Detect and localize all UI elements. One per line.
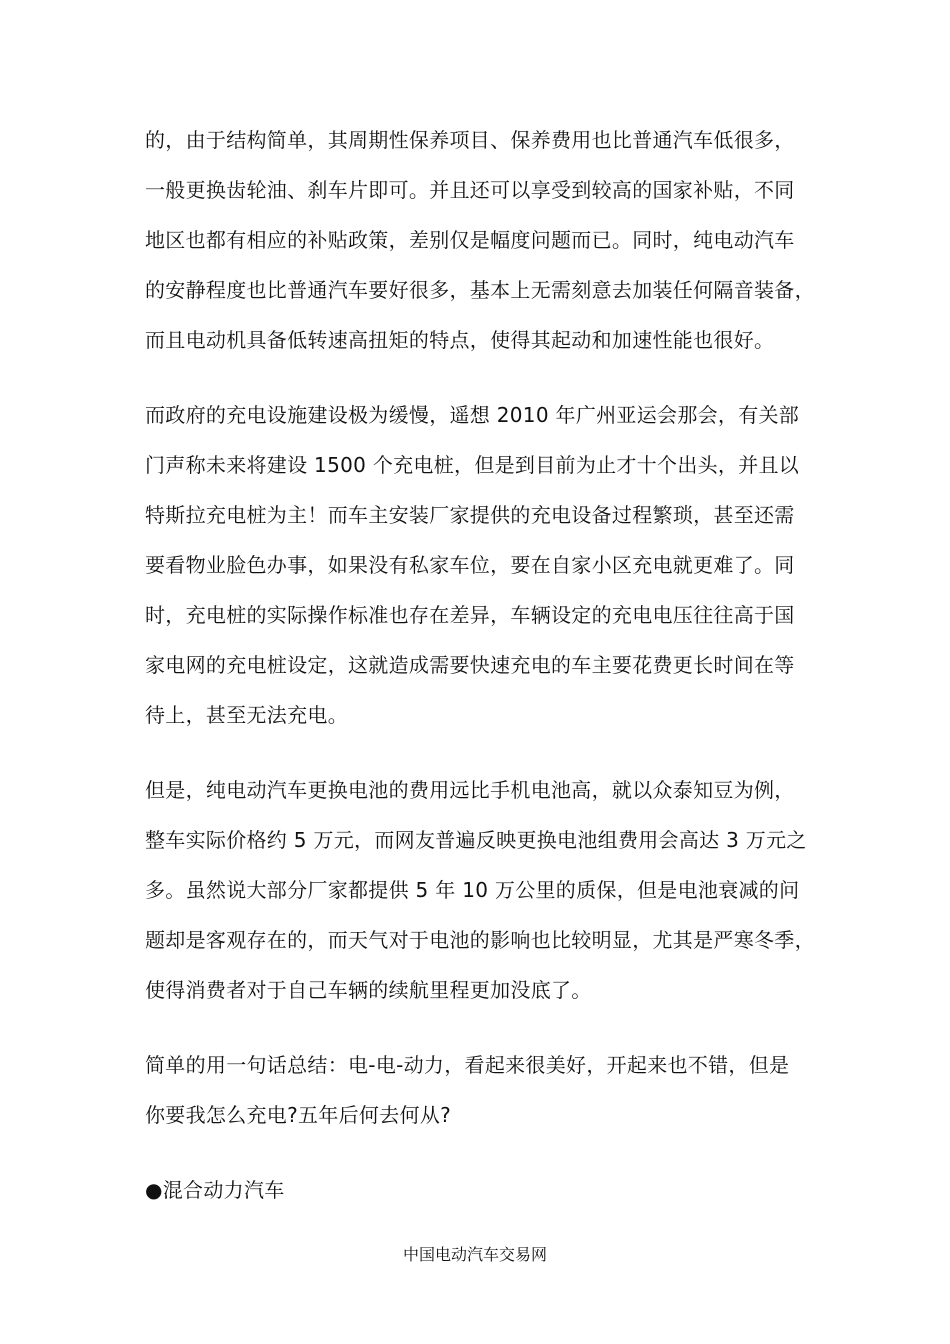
text-line: 多。虽然说大部分厂家都提供 5 年 10 万公里的质保，但是电池衰减的问	[145, 878, 800, 902]
text-line: 一般更换齿轮油、刹车片即可。并且还可以享受到较高的国家补贴，不同	[145, 178, 795, 202]
paragraph-maintenance	[145, 115, 825, 365]
text-line: 简单的用一句话总结：电-电-动力，看起来很美好，开起来也不错，但是	[145, 1053, 790, 1077]
text-line: 题却是客观存在的，而天气对于电池的影响也比较明显，尤其是严寒冬季，	[145, 928, 815, 952]
document-body	[145, 115, 825, 1215]
text-line: 而且电动机具备低转速高扭矩的特点，使得其起动和加速性能也很好。	[145, 328, 775, 352]
text-line: 使得消费者对于自己车辆的续航里程更加没底了。	[145, 978, 592, 1002]
text-line: 时，充电桩的实际操作标准也存在差异，车辆设定的充电电压往往高于国	[145, 603, 795, 627]
paragraph-gap	[145, 1140, 825, 1165]
text-line: 而政府的充电设施建设极为缓慢，遥想 2010 年广州亚运会那会，有关部	[145, 403, 800, 427]
section-heading: ●混合动力汽车	[145, 1178, 285, 1202]
section-heading-hybrid	[145, 1165, 825, 1215]
text-line: 要看物业脸色办事，如果没有私家车位，要在自家小区充电就更难了。同	[145, 553, 795, 577]
paragraph-battery-cost	[145, 765, 825, 1015]
paragraph-summary	[145, 1040, 825, 1140]
page-footer: 中国电动汽车交易网	[402, 1245, 547, 1264]
text-line: 的，由于结构简单，其周期性保养项目、保养费用也比普通汽车低很多，	[145, 128, 795, 152]
paragraph-gap	[145, 1015, 825, 1040]
paragraph-gap	[145, 740, 825, 765]
text-line: 的安静程度也比普通汽车要好很多，基本上无需刻意去加装任何隔音装备，	[145, 278, 815, 302]
text-line: 整车实际价格约 5 万元，而网友普遍反映更换电池组费用会高达 3 万元之	[145, 828, 807, 852]
text-line: 地区也都有相应的补贴政策，差别仅是幅度问题而已。同时，纯电动汽车	[145, 228, 795, 252]
text-line: 你要我怎么充电?五年后何去何从?	[145, 1103, 452, 1127]
text-line: 但是，纯电动汽车更换电池的费用远比手机电池高，就以众泰知豆为例，	[145, 778, 795, 802]
paragraph-gap	[145, 365, 825, 390]
paragraph-charging-infrastructure	[145, 390, 825, 740]
text-line: 待上，甚至无法充电。	[145, 703, 348, 727]
text-line: 特斯拉充电桩为主！而车主安装厂家提供的充电设备过程繁琐，甚至还需	[145, 503, 795, 527]
text-line: 家电网的充电桩设定，这就造成需要快速充电的车主要花费更长时间在等	[145, 653, 795, 677]
text-line: 门声称未来将建设 1500 个充电桩，但是到目前为止才十个出头，并且以	[145, 453, 800, 477]
